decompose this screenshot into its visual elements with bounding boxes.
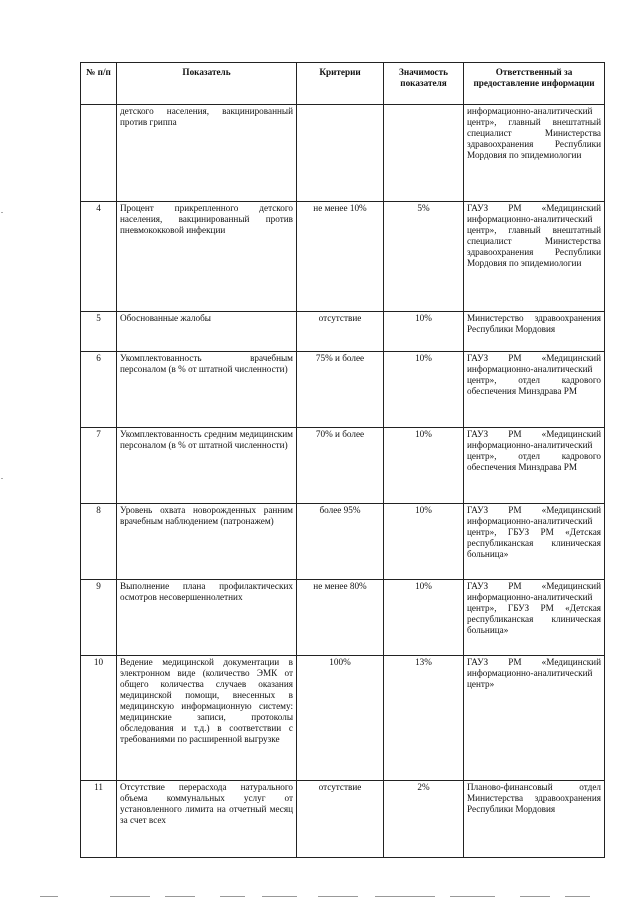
criteria-cell: 70% и более: [297, 428, 384, 504]
significance-cell: 10%: [384, 352, 464, 428]
significance-cell: [384, 105, 464, 202]
responsible-cell: ГАУЗ РМ «Медицинский информационно-аналитический центр», главный внештатный специалист Министерства здравоохранения Республики Мордовия по эпидемиологии: [464, 202, 605, 312]
indicators-table: [80, 62, 605, 858]
responsible-cell: информационно-аналитический центр», главный внештатный специалист Министерства здравоохранения Республики Мордовия по эпидемиологии: [464, 105, 605, 202]
indicator-cell: Выполнение плана профилактических осмотров несовершеннолетних: [117, 580, 297, 656]
criteria-cell: не менее 80%: [297, 580, 384, 656]
criteria-cell: [297, 105, 384, 202]
header-indicator: Показатель: [117, 63, 297, 105]
table-body: [81, 105, 605, 858]
responsible-cell: Министерство здравоохранения Республики Мордовия: [464, 312, 605, 352]
row-number: 10: [81, 656, 117, 781]
row-number: 9: [81, 580, 117, 656]
responsible-cell: ГАУЗ РМ «Медицинский информационно-аналитический центр», отдел кадрового обеспечения Минздрава РМ: [464, 428, 605, 504]
indicator-cell: Уровень охвата новорожденных ранним врачебным наблюдением (патронажем): [117, 504, 297, 580]
responsible-cell: ГАУЗ РМ «Медицинский информационно-аналитический центр», ГБУЗ РМ «Детская республиканская клиническая больница»: [464, 580, 605, 656]
scan-edge-mark: [1, 478, 3, 479]
significance-cell: 10%: [384, 580, 464, 656]
indicator-cell: Укомплектованность врачебным персоналом (в % от штатной численности): [117, 352, 297, 428]
criteria-cell: 75% и более: [297, 352, 384, 428]
row-number: 4: [81, 202, 117, 312]
row-number: 8: [81, 504, 117, 580]
significance-cell: 10%: [384, 312, 464, 352]
criteria-cell: отсутствие: [297, 312, 384, 352]
responsible-cell: ГАУЗ РМ «Медицинский информационно-аналитический центр», отдел кадрового обеспечения Минздрава РМ: [464, 352, 605, 428]
responsible-cell: Планово-финансовый отдел Министерства здравоохранения Республики Мордовия: [464, 781, 605, 858]
header-significance: Значимость показателя: [384, 63, 464, 105]
row-number: 5: [81, 312, 117, 352]
row-number: 7: [81, 428, 117, 504]
criteria-cell: не менее 10%: [297, 202, 384, 312]
table-row: [81, 312, 605, 352]
table-row: [81, 580, 605, 656]
significance-cell: 5%: [384, 202, 464, 312]
header-responsible: Ответственный за предоставление информации: [464, 63, 605, 105]
table-row: [81, 428, 605, 504]
responsible-cell: ГАУЗ РМ «Медицинский информационно-аналитический центр», ГБУЗ РМ «Детская республиканская клиническая больница»: [464, 504, 605, 580]
table-row: [81, 352, 605, 428]
significance-cell: 13%: [384, 656, 464, 781]
indicator-cell: Отсутствие перерасхода натурального объема коммунальных услуг от установленного лимита на отчетный месяц за счет всех: [117, 781, 297, 858]
indicator-cell: Укомплектованность средним медицинским персоналом (в % от штатной численности): [117, 428, 297, 504]
scan-edge-mark: [1, 212, 3, 213]
table-row: [81, 105, 605, 202]
criteria-cell: отсутствие: [297, 781, 384, 858]
indicator-cell: Ведение медицинской документации в электронном виде (количество ЭМК от общего количества случаев оказания медицинской помощи, внесенных в медицинскую информационную систему: медицинские записи, протоколы обследования и т.д.) в соответствии с требованиями по расширенной выгрузке: [117, 656, 297, 781]
significance-cell: 10%: [384, 504, 464, 580]
responsible-cell: ГАУЗ РМ «Медицинский информационно-аналитический центр»: [464, 656, 605, 781]
row-number: 6: [81, 352, 117, 428]
table-row: [81, 656, 605, 781]
table-row: [81, 781, 605, 858]
criteria-cell: 100%: [297, 656, 384, 781]
indicator-cell: детского населения, вакцинированный против гриппа: [117, 105, 297, 202]
table-row: [81, 202, 605, 312]
header-num: № п/п: [81, 63, 117, 105]
row-number: [81, 105, 117, 202]
criteria-cell: более 95%: [297, 504, 384, 580]
row-number: 11: [81, 781, 117, 858]
table-row: [81, 504, 605, 580]
indicator-cell: Обоснованные жалобы: [117, 312, 297, 352]
significance-cell: 10%: [384, 428, 464, 504]
significance-cell: 2%: [384, 781, 464, 858]
header-criteria: Критерии: [297, 63, 384, 105]
indicator-cell: Процент прикрепленного детского населения, вакцинированный против пневмококковой инфекции: [117, 202, 297, 312]
table-header-row: [81, 63, 605, 105]
scan-footer-noise: [0, 896, 640, 902]
